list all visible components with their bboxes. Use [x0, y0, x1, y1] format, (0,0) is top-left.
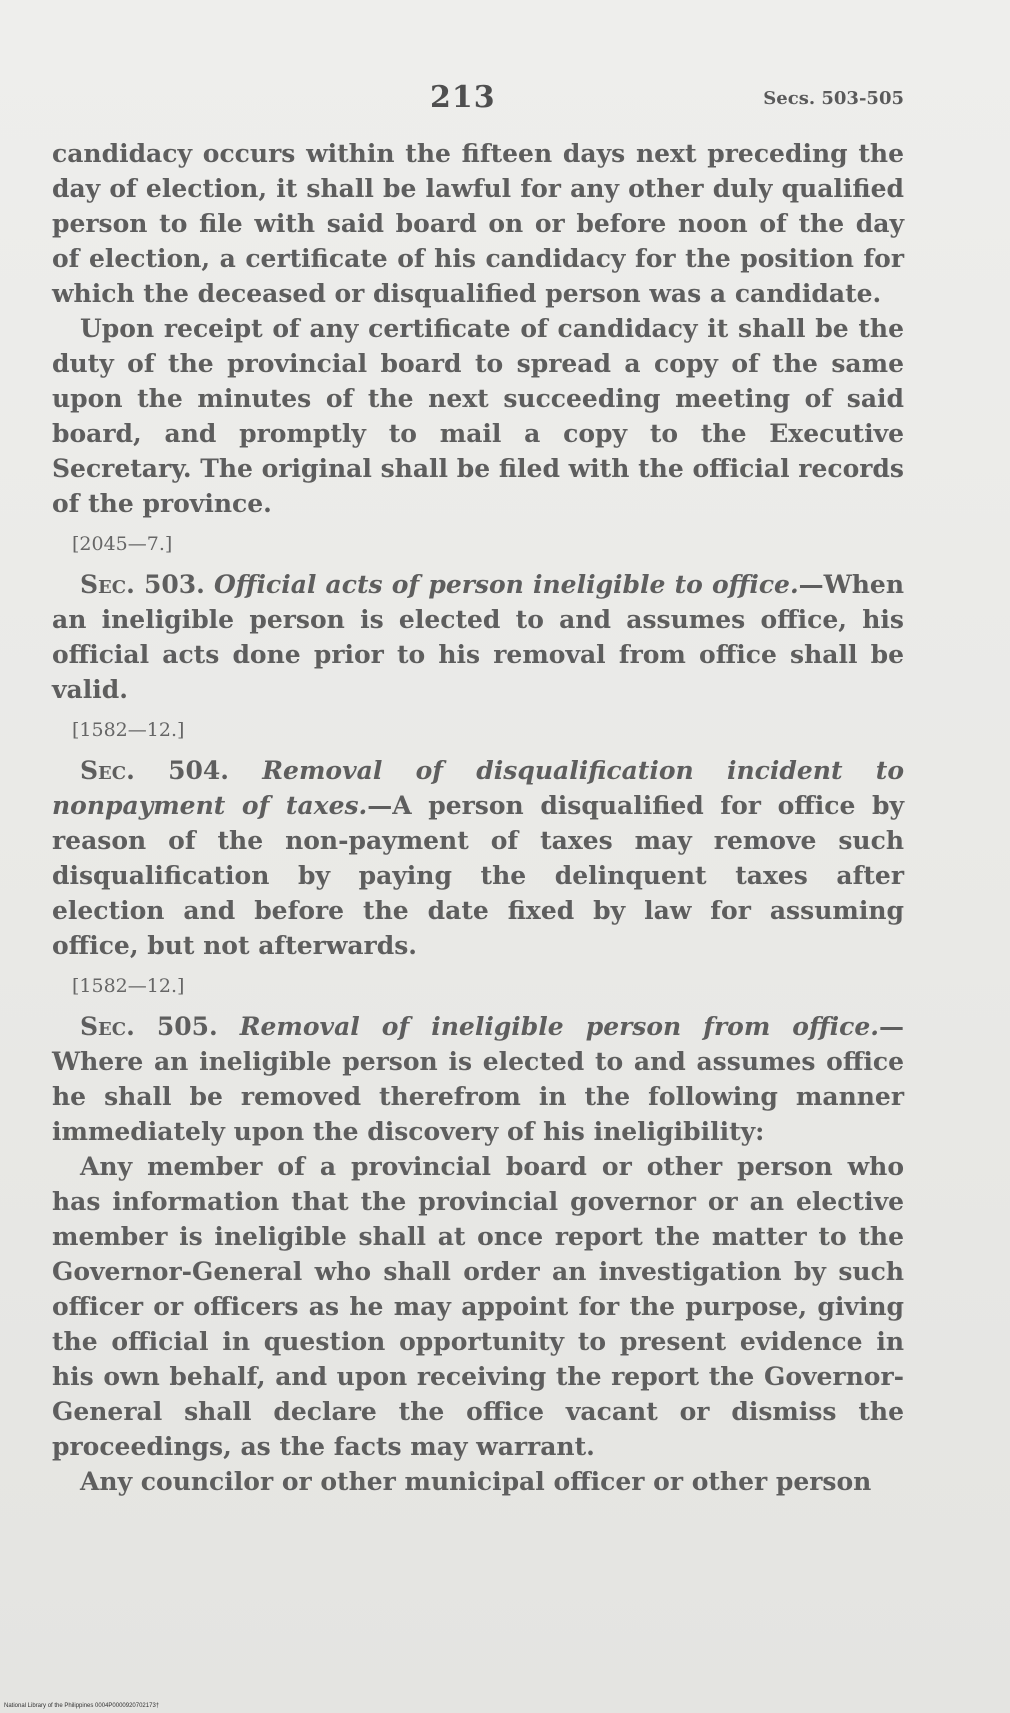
paragraph-candidacy: candidacy occurs within the fifteen days next preceding the day of election, it shall be lawful for any other duly qualified person to file with said board on or before noon of the day of election, a certificate of his candidacy for the position for which the deceased or disqualified person was a candidate. [52, 139, 904, 308]
section-503 [52, 567, 904, 707]
paragraph-receipt: Upon receipt of any certificate of candidacy it shall be the duty of the provincial board to spread a copy of the same upon the minutes of the next succeeding meeting of said board, and promptly to mail a copy to the Executive Secretary. The original shall be filed with the official records of the province. [52, 314, 904, 518]
section-505 [52, 1009, 904, 1149]
paragraph-councilor: Any councilor or other municipal officer or other person [80, 1467, 872, 1496]
section-504 [52, 753, 904, 963]
page-number: 213 [430, 80, 496, 115]
section-505-label: Sec. 505. [80, 1012, 218, 1041]
section-505-text: — Where an ineligible person is elected to and assumes office he shall be removed therefrom in the following manner immediately upon the discovery of his ineligibility: [52, 1012, 904, 1146]
paragraph-provincial-member: Any member of a provincial board or other person who has information that the provincial governor or an elective member is ineligible shall at once report the matter to the Governor-General who shall order an investigation by such officer or officers as he may appoint for the purpose, giving the official in question opportunity to present evidence in his own behalf, and upon receiving the report the Governor-General shall declare the office vacant or dismiss the proceedings, as the facts may warrant. [52, 1152, 904, 1461]
section-503-label: Sec. 503. [80, 570, 205, 599]
page-header [52, 80, 904, 130]
section-504-title: Removal of disqualification incident to nonpayment of taxes. [52, 756, 904, 820]
citation-1582-b: [1582—12.] [72, 975, 185, 997]
citation-1582-a: [1582—12.] [72, 719, 185, 741]
section-504-label: Sec. 504. [80, 756, 229, 785]
section-range: Secs. 503-505 [763, 88, 904, 109]
section-504-text: —A person disqualified for office by reason of the non-payment of taxes may remove such disqualification by paying the delinquent taxes after election and before the date fixed by law for assuming office, but not afterwards. [52, 791, 904, 960]
body-text [52, 136, 904, 1499]
library-footer: National Library of the Philippines 0004P0000920702173† [4, 1703, 160, 1709]
section-503-title: Official acts of person ineligible to office. [214, 570, 799, 599]
page-content [52, 80, 904, 1499]
citation-2045: [2045—7.] [72, 533, 173, 555]
section-503-text: —When an ineligible person is elected to and assumes office, his official acts done prior to his removal from office shall be valid. [52, 570, 904, 704]
section-505-title: Removal of ineligible person from office. [239, 1012, 879, 1041]
